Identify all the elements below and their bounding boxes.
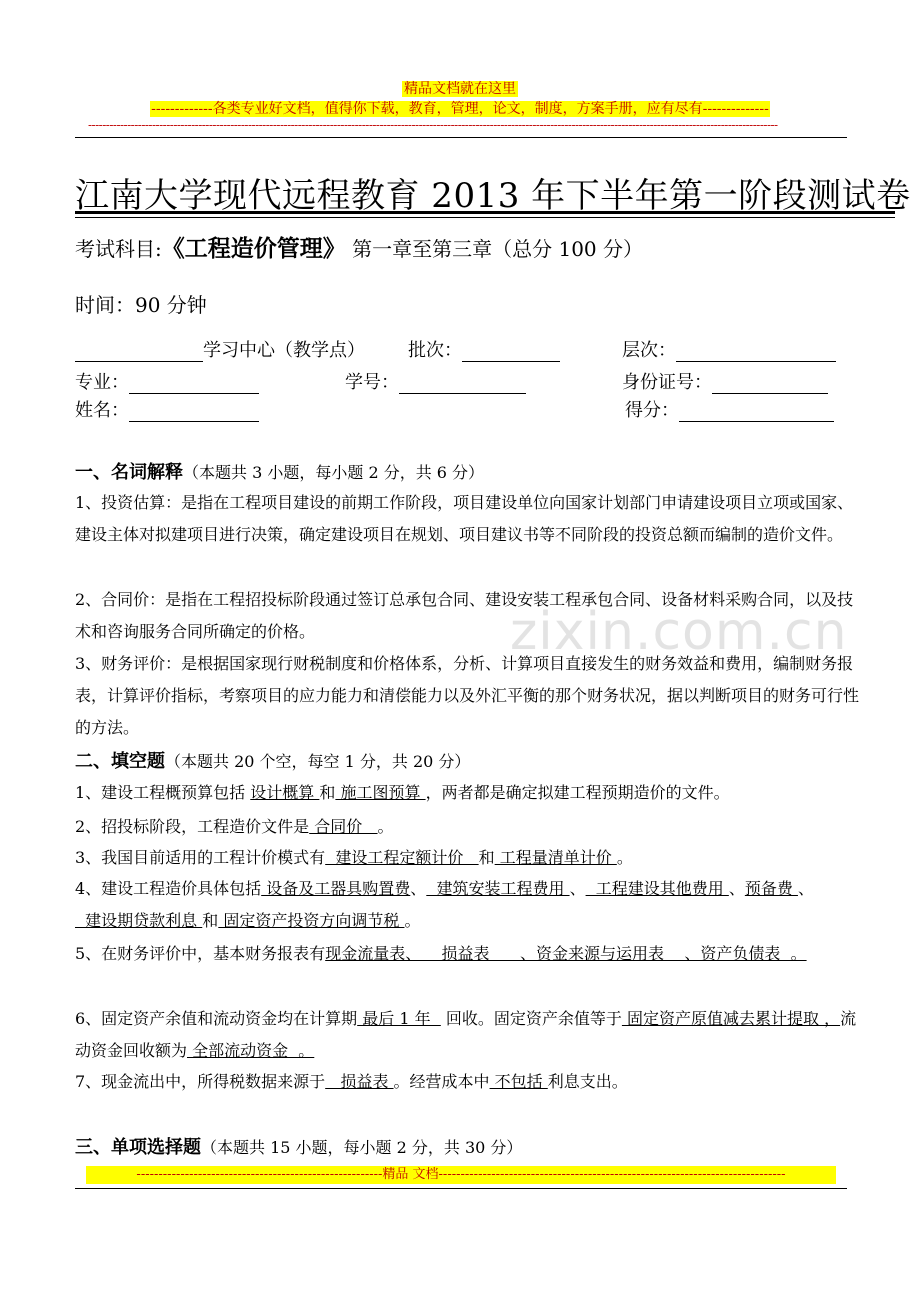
fill-question-3: 3、我国目前适用的工程计价模式有 建设工程定额计价 和 工程量清单计价 。 xyxy=(75,848,633,867)
footer-banner: --------------------------------------------------------精品 文档------------------------------------------------------------------------------- xyxy=(86,1166,836,1184)
footer-divider xyxy=(75,1188,847,1189)
answer: 全部流动资金 。 xyxy=(187,1041,315,1060)
score-blank[interactable] xyxy=(679,403,834,422)
info-major: 专业： xyxy=(75,368,259,394)
section-3-heading: 三、单项选择题（本题共 15 小题，每小题 2 分，共 30 分） xyxy=(75,1137,523,1158)
center-blank[interactable] xyxy=(75,343,203,362)
info-id-card: 身份证号： xyxy=(622,368,828,394)
fill-question-7: 7、现金流出中，所得税数据来源于 损益表 。经营成本中 不包括 利息支出。 xyxy=(75,1072,628,1091)
answer: 现金流量表、 损益表 、资金来源与运用表 、资产负债表 。 xyxy=(325,944,807,963)
fill-question-1: 1、建设工程概预算包括 设计概算 和 施工图预算 ，两者都是确定拟建工程预期造价的文件。 xyxy=(75,783,730,802)
answer: 不包括 xyxy=(489,1072,548,1091)
info-batch: 批次： xyxy=(408,336,560,362)
answer: 施工图预算 xyxy=(335,783,426,802)
info-center: 学习中心（教学点） xyxy=(75,336,365,362)
answer: 工程量清单计价 xyxy=(494,848,617,867)
answer: 损益表 xyxy=(325,1072,394,1091)
section-2-heading: 二、填空题（本题共 20 个空，每空 1 分，共 20 分） xyxy=(75,751,471,772)
title-rule-thick xyxy=(75,211,895,214)
level-blank[interactable] xyxy=(676,343,836,362)
fill-question-6: 6、固定资产余值和流动资金均在计算期 最后 1 年 回收。固定资产余值等于 固定资产原值减去累计提取 ，流动资金回收额为 全部流动资金 。 xyxy=(75,1009,857,1060)
answer: 固定资产原值减去累计提取 ， xyxy=(621,1009,841,1028)
id-card-blank[interactable] xyxy=(712,375,828,394)
answer: 固定资产投资方向调节税 xyxy=(218,911,405,930)
header-divider xyxy=(75,137,847,138)
answer: 建设工程定额计价 xyxy=(325,848,479,867)
fill-question-5: 5、在财务评价中，基本财务报表有现金流量表、 损益表 、资金来源与运用表 、资产负债表 。 xyxy=(75,944,807,963)
section-1-heading: 一、名词解释（本题共 3 小题，每小题 2 分，共 6 分） xyxy=(75,462,485,483)
name-blank[interactable] xyxy=(129,403,259,422)
student-id-blank[interactable] xyxy=(399,375,526,394)
section-1-item-2: 2、合同价：是指在工程招投标阶段通过签订总承包合同、建设安装工程承包合同、设备材料采购合同，以及技术和咨询服务合同所确定的价格。 xyxy=(75,590,854,641)
info-name: 姓名： xyxy=(75,396,259,422)
watermark: zixin.com.cn xyxy=(510,602,848,662)
info-student-id: 学号： xyxy=(345,368,526,394)
info-score: 得分： xyxy=(625,396,834,422)
fill-question-2: 2、招投标阶段，工程造价文件是 合同价 。 xyxy=(75,817,394,836)
header-dash-line: -------------------------------------------------------------------------------------------------------------------------------------------------------------------------------------------------- xyxy=(88,118,778,132)
info-level: 层次： xyxy=(622,336,836,362)
exam-time: 时间：90 分钟 xyxy=(75,293,207,317)
header-line-1: 精品文档就在这里 xyxy=(404,81,516,97)
title-rule-thin xyxy=(75,217,895,218)
section-1-item-3: 3、财务评价：是根据国家现行财税制度和价格体系，分析、计算项目直接发生的财务效益和费用，编制财务报表，计算评价指标，考察项目的应力能力和清偿能力以及外汇平衡的那个财务状况，据以判断项目的财务可行性的方法。 xyxy=(75,654,860,737)
course-name: 《工程造价管理》 xyxy=(161,235,346,262)
answer: 设备及工器具购置费 xyxy=(261,879,411,898)
section-1-item-1: 1、投资估算：是指在工程项目建设的前期工作阶段，项目建设单位向国家计划部门申请建设项目立项或国家、建设主体对拟建项目进行决策，确定建设项目在规划、项目建议书等不同阶段的投资总额而编制的造价文件。 xyxy=(75,493,854,544)
answer: 建筑安装工程费用 xyxy=(426,879,570,898)
answer: 预备费 xyxy=(744,879,798,898)
answer: 最后 1 年 xyxy=(357,1009,441,1028)
answer: 设计概算 xyxy=(250,783,320,802)
answer: 合同价 xyxy=(309,817,378,836)
major-blank[interactable] xyxy=(129,375,259,394)
batch-blank[interactable] xyxy=(462,343,560,362)
answer: 建设期贷款利息 xyxy=(75,911,203,930)
page-title: 江南大学现代远程教育 2013 年下半年第一阶段测试卷 xyxy=(75,176,911,216)
exam-subject: 考试科目:《工程造价管理》 第一章至第三章（总分 100 分） xyxy=(75,235,643,262)
answer: 工程建设其他费用 xyxy=(585,879,729,898)
fill-question-4: 4、建设工程造价具体包括 设备及工器具购置费、 建筑安装工程费用 、 工程建设其他费用 、预备费 、 建设期贷款利息 和 固定资产投资方向调节税 。 xyxy=(75,879,814,930)
header-line-2: -------------各类专业好文档，值得你下载，教育，管理，论文，制度，方案手册，应有尽有-------------- xyxy=(151,101,769,117)
